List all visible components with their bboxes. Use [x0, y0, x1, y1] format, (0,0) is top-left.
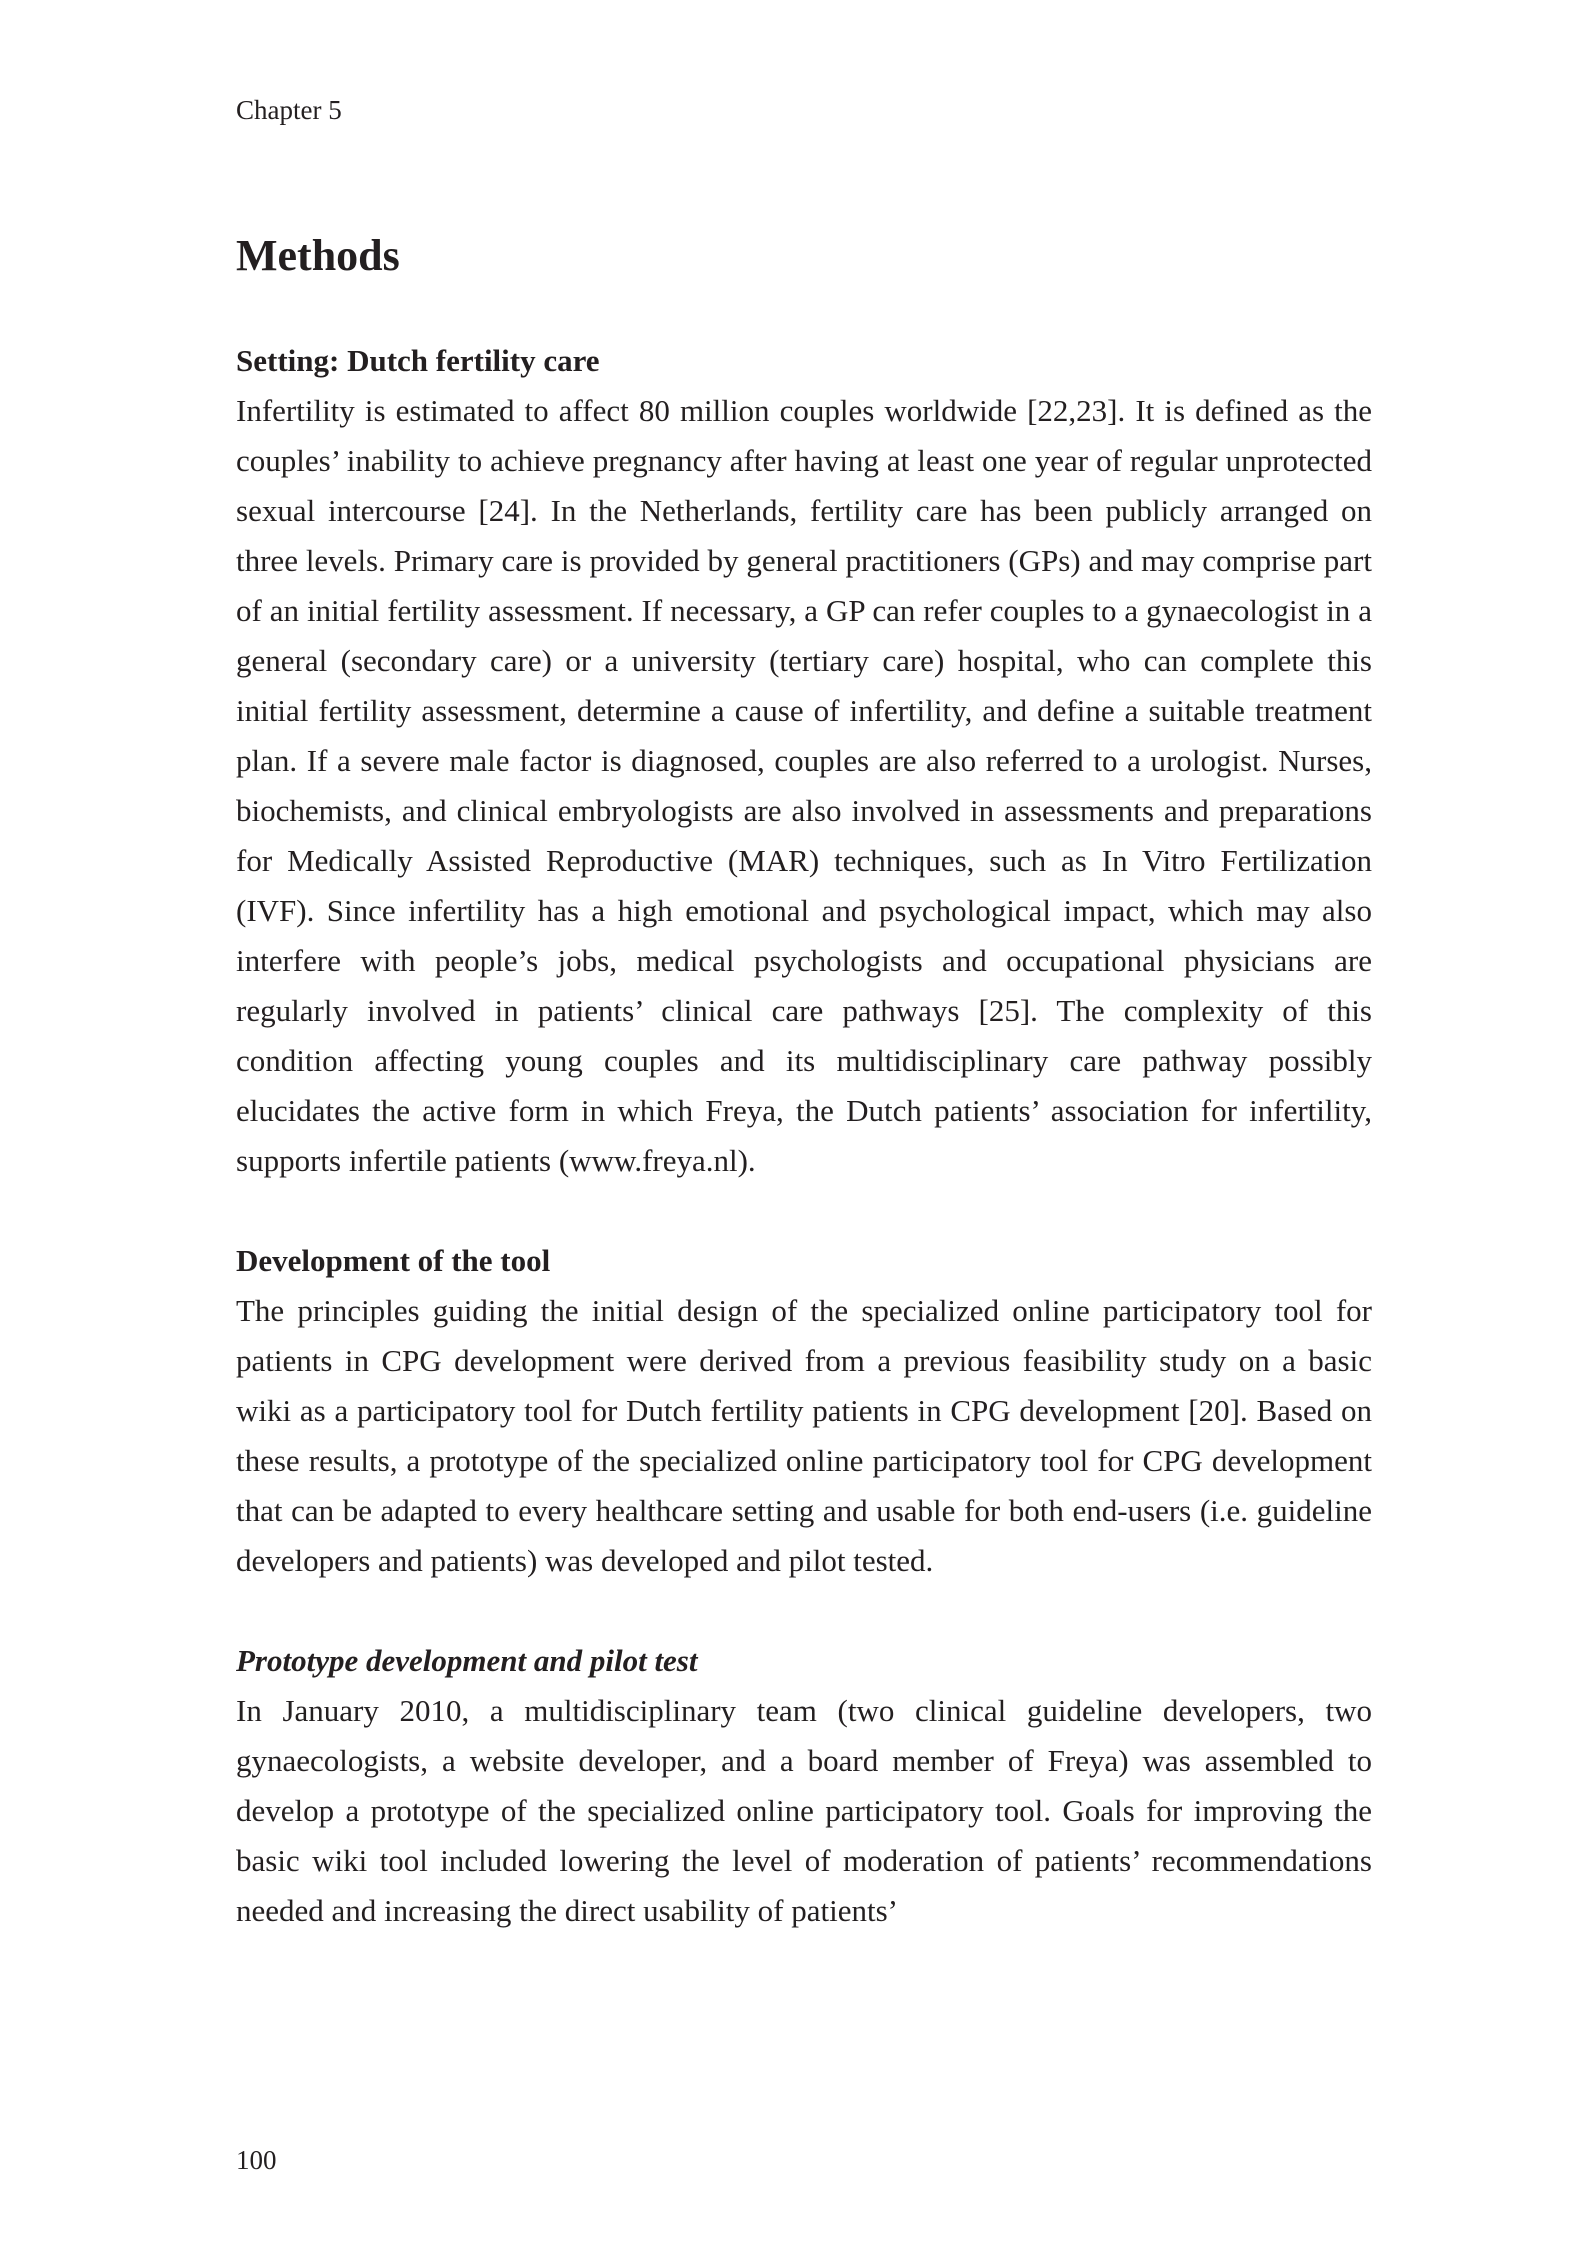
subsection-title-development: Development of the tool	[236, 1243, 551, 1278]
page-number: 100	[236, 2145, 277, 2175]
subsubsection-title-prototype: Prototype development and pilot test	[236, 1643, 698, 1678]
paragraph-development: The principles guiding the initial design of the specialized online participatory tool for patients in CPG development were derived from a previous feasibility study on a basic wiki as a participatory tool for Dutch fertility patients in CPG development [20]. Based on these results, a prototype of the specialized online participatory tool for CPG development that can be adapted to every healthcare setting and usable for both end-users (i.e. guideline developers and patients) was developed and pilot tested.	[236, 1293, 1372, 1578]
subsection-setting	[236, 336, 1372, 1186]
running-header: Chapter 5	[236, 95, 342, 125]
section-title: Methods	[236, 231, 400, 280]
subsection-title-setting: Setting: Dutch fertility care	[236, 343, 600, 378]
paragraph-setting: Infertility is estimated to affect 80 million couples worldwide [22,23]. It is defined as the couples’ inability to achieve pregnancy after having at least one year of regular unprotected sexual intercourse [24]. In the Netherlands, fertility care has been publicly arranged on three levels. Primary care is provided by general practitioners (GPs) and may comprise part of an initial fertility assessment. If necessary, a GP can refer couples to a gynaecologist in a general (secondary care) or a university (tertiary care) hospital, who can complete this initial fertility assessment, determine a cause of infertility, and define a suitable treatment plan. If a severe male factor is diagnosed, couples are also referred to a urologist. Nurses, biochemists, and clinical embryologists are also involved in assessments and preparations for Medically Assisted Reproductive (MAR) techniques, such as In Vitro Fertilization (IVF). Since infertility has a high emotional and psychological impact, which may also interfere with people’s jobs, medical psychologists and occupational physicians are regularly involved in patients’ clinical care pathways [25]. The complexity of this condition affecting young couples and its multidisciplinary care pathway possibly elucidates the active form in which Freya, the Dutch patients’ association for infertility, supports infertile patients (www.freya.nl).	[236, 393, 1372, 1178]
subsection-prototype	[236, 1636, 1372, 1936]
page-content	[236, 228, 1372, 1986]
paragraph-prototype: In January 2010, a multidisciplinary team (two clinical guideline developers, two gynaecologists, a website developer, and a board member of Freya) was assembled to develop a prototype of the specialized online participatory tool. Goals for improving the basic wiki tool included lowering the level of moderation of patients’ recommendations needed and increasing the direct usability of patients’	[236, 1693, 1372, 1928]
subsection-development	[236, 1236, 1372, 1586]
